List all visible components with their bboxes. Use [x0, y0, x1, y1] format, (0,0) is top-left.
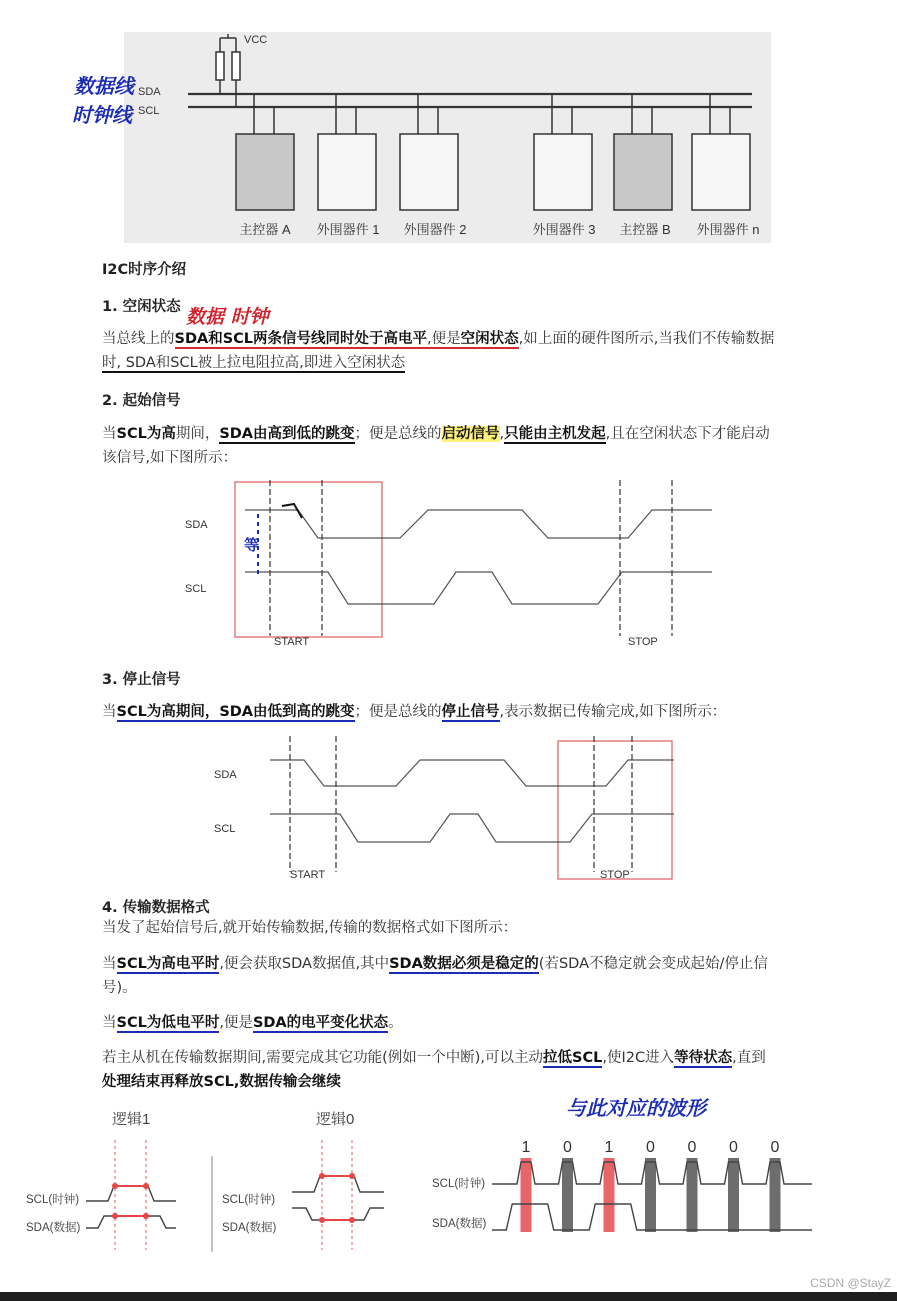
svg-text:外围器件 3: 外围器件 3	[532, 222, 596, 237]
seq-sda-label: SDA(数据)	[432, 1218, 487, 1230]
bit-label: 0	[646, 1139, 655, 1156]
bit-label: 0	[729, 1139, 738, 1156]
wave2-scl-signal	[270, 814, 674, 842]
logic1-title: 逻辑1	[112, 1111, 151, 1128]
wave1-start-label: START	[274, 636, 310, 648]
wave1-stop-label: STOP	[628, 636, 658, 648]
start-stop-waveform-2	[200, 734, 700, 884]
start-highlight-box	[235, 482, 382, 637]
logic1-scl-label: SCL(时钟)	[26, 1194, 80, 1206]
bit-label: 0	[563, 1139, 572, 1156]
s4-paragraph-1: 当SCL为高电平时,便会获取SDA数据值,其中SDA数据必须是稳定的(若SDA不稳定就会变成起始/停止信 号)。	[102, 956, 768, 996]
start-stop-waveform-1	[170, 478, 730, 650]
seq-scl-label: SCL(时钟)	[432, 1178, 486, 1190]
s4-paragraph-2: 当SCL为低电平时,便是SDA的电平变化状态。	[102, 1015, 403, 1031]
sda-label: SDA	[138, 86, 161, 98]
bit-bar	[770, 1158, 781, 1232]
bit-bars	[521, 1158, 781, 1232]
s4-heading: 4. 传输数据格式	[102, 900, 210, 916]
bit-label: 1	[604, 1139, 614, 1156]
s4-paragraph-3: 若主从机在传输数据期间,需要完成其它功能(例如一个中断),可以主动拉低SCL,使I2C进入等待状态,直到 处理结束再释放SCL,数据传输会继续	[102, 1050, 766, 1090]
pullup-resistor-sda	[216, 52, 224, 80]
svg-text:外围器件 1: 外围器件 1	[316, 222, 380, 237]
svg-text:外围器件 2: 外围器件 2	[403, 222, 467, 237]
bit-bar	[562, 1158, 573, 1232]
bit-label: 1	[521, 1139, 531, 1156]
pullup-resistor-scl	[232, 52, 240, 80]
logic0-sda-label: SDA(数据)	[222, 1222, 277, 1234]
s1-heading: 1. 空闲状态	[102, 299, 181, 315]
s3-heading: 3. 停止信号	[102, 672, 181, 688]
bit-label: 0	[687, 1139, 697, 1156]
bit-bar	[521, 1158, 532, 1232]
s1-paragraph: 当总线上的SDA和SCL两条信号线同时处于高电平,便是空闲状态,如上面的硬件图所示,当我们不传输数据 时, SDA和SCL被上拉电阻拉高,即进入空闲状态	[102, 331, 775, 371]
bit-labels	[522, 1139, 780, 1156]
vcc-label: VCC	[244, 34, 268, 46]
watermark: CSDN @StayZ	[810, 1276, 891, 1290]
bit-label: 0	[770, 1139, 780, 1156]
logic0-scl-label: SCL(时钟)	[222, 1194, 276, 1206]
annotation-wait: 等	[244, 537, 260, 554]
logic0-title: 逻辑0	[316, 1111, 355, 1128]
wave1-sda-signal	[245, 510, 712, 538]
logic1-sda-label: SDA(数据)	[26, 1222, 81, 1234]
wave2-sda-signal	[270, 760, 674, 786]
svg-text:外围器件 n: 外围器件 n	[696, 222, 760, 237]
s4-intro: 当发了起始信号后,就开始传输数据,传输的数据格式如下图所示：	[102, 920, 518, 936]
wave1-scl-signal	[245, 572, 712, 604]
i2c-bus-hardware-figure	[124, 32, 771, 243]
svg-text:主控器 B: 主控器 B	[619, 222, 671, 237]
annotation-clock-line: 时钟线	[72, 103, 132, 127]
bit-bar	[728, 1158, 739, 1232]
bit-bar	[645, 1158, 656, 1232]
s2-paragraph: 当SCL为高期间，SDA由高到低的跳变；便是总线的启动信号,只能由主机发起,且在空闲状态下才能启动 该信号,如下图所示：	[102, 426, 770, 466]
scl-label: SCL	[138, 105, 160, 117]
bit-bar	[687, 1158, 698, 1232]
wave1-sda-label: SDA	[185, 519, 208, 531]
wave2-scl-label: SCL	[214, 823, 236, 835]
svg-text:主控器 A: 主控器 A	[239, 222, 291, 237]
s2-heading: 2. 起始信号	[102, 393, 181, 409]
bottom-bar	[0, 1292, 897, 1301]
bit-bar	[604, 1158, 615, 1232]
stop-highlight-box	[558, 741, 672, 879]
wave1-scl-label: SCL	[185, 583, 207, 595]
wave2-start-label: START	[290, 869, 326, 881]
logic-level-figure	[0, 1100, 897, 1270]
annotation-wave-note: 与此对应的波形	[566, 1096, 706, 1120]
annotation-data-clock: 数据 时钟	[186, 306, 269, 328]
section-title: I2C时序介绍	[102, 262, 187, 278]
wave2-stop-label: STOP	[600, 869, 630, 881]
wave2-sda-label: SDA	[214, 769, 237, 781]
s3-paragraph: 当SCL为高期间，SDA由低到高的跳变；便是总线的停止信号,表示数据已传输完成,如下图所示：	[102, 704, 727, 720]
annotation-data-line: 数据线	[74, 74, 134, 98]
